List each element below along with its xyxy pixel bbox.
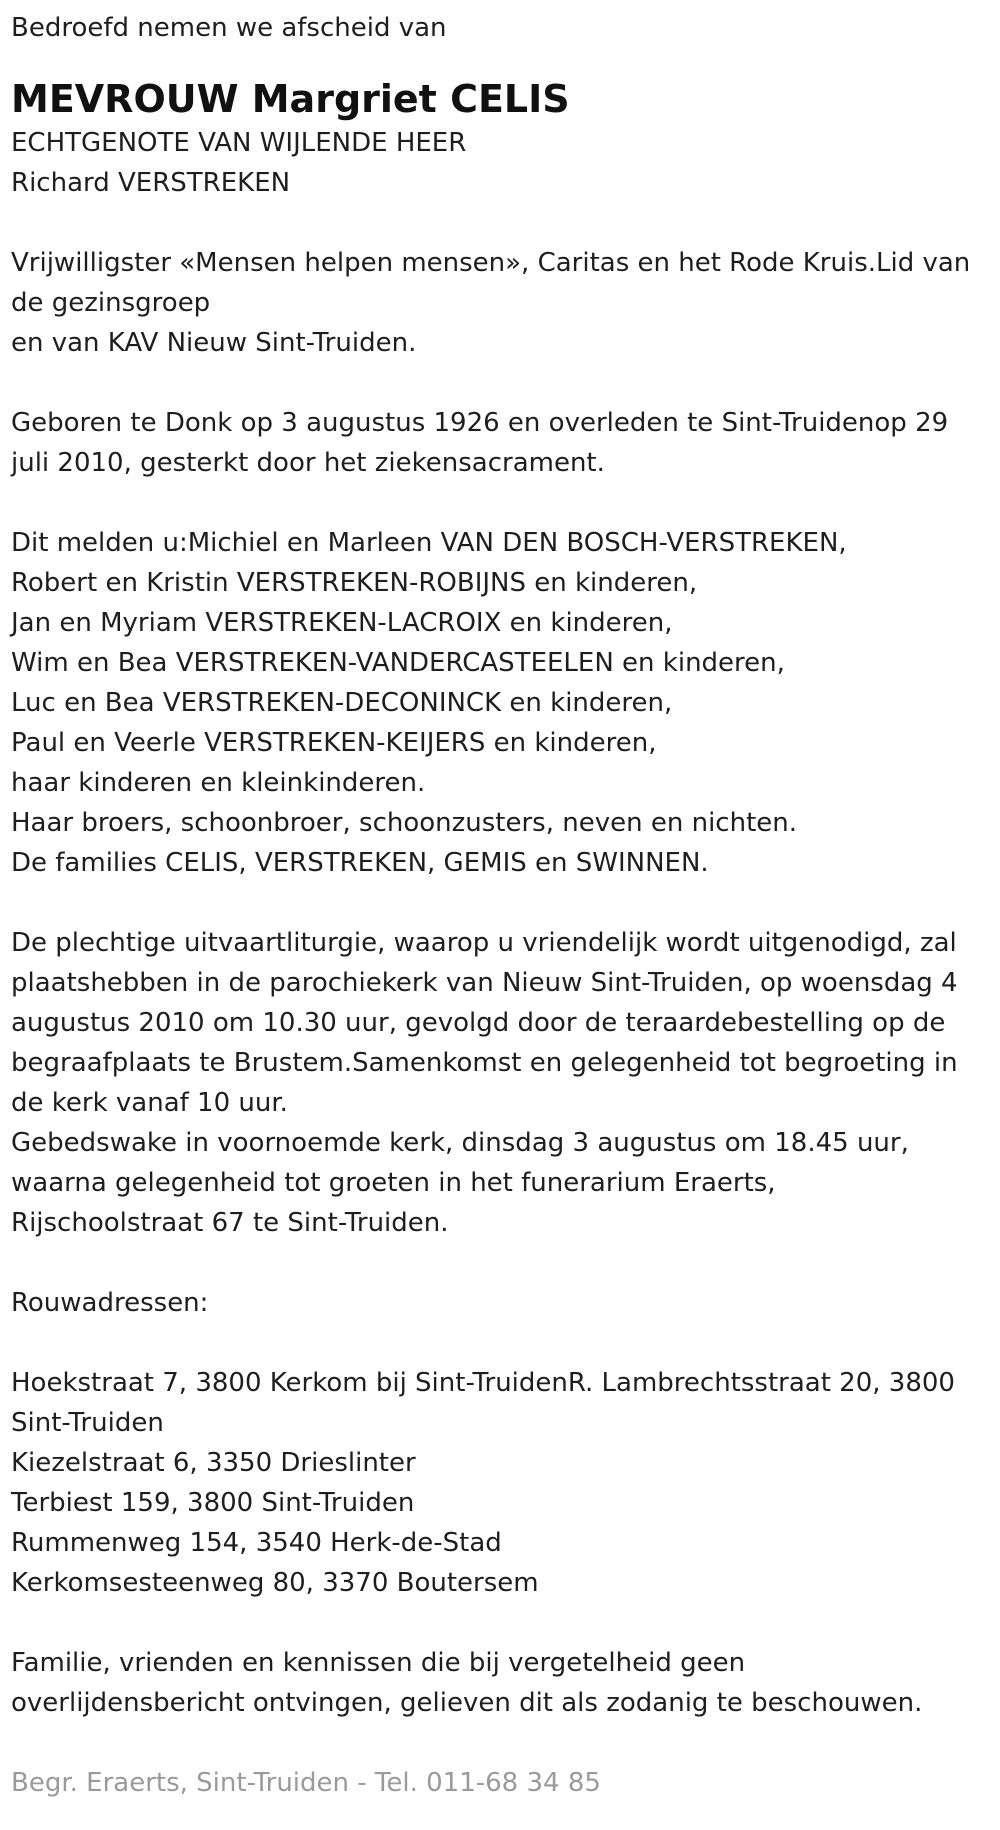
addresses-heading-block xyxy=(11,1283,1000,1323)
address-line: Terbiest 159, 3800 Sint-Truiden xyxy=(11,1488,415,1518)
funeral-block xyxy=(11,923,1000,1243)
address-line: Kiezelstraat 6, 3350 Drieslinter xyxy=(11,1448,416,1478)
family-line: Paul en Veerle VERSTREKEN-KEIJERS en kinderen, xyxy=(11,728,657,758)
spouse-block xyxy=(11,123,1000,203)
funeral-line: augustus 2010 om 10.30 uur, gevolgd door de teraardebestelling op de xyxy=(11,1008,946,1038)
closing-block xyxy=(11,1643,1000,1723)
birth-death-line: Geboren te Donk op 3 augustus 1926 en overleden te Sint-Truidenop 29 xyxy=(11,408,949,438)
funeral-line: plaatshebben in de parochiekerk van Nieuw Sint-Truiden, op woensdag 4 xyxy=(11,968,958,998)
family-line: Dit melden u:Michiel en Marleen VAN DEN BOSCH-VERSTREKEN, xyxy=(11,528,847,558)
birth-death-block xyxy=(11,403,1000,483)
address-line: Rummenweg 154, 3540 Herk-de-Stad xyxy=(11,1528,502,1558)
volunteer-line: de gezinsgroep xyxy=(11,288,211,318)
addresses-heading: Rouwadressen: xyxy=(11,1288,209,1318)
spouse-line-2: Richard VERSTREKEN xyxy=(11,168,291,198)
funeral-line: waarna gelegenheid tot groeten in het funerarium Eraerts, xyxy=(11,1168,776,1198)
family-block xyxy=(11,523,1000,883)
spouse-line-1: ECHTGENOTE VAN WIJLENDE HEER xyxy=(11,128,467,158)
address-line: Kerkomsesteenweg 80, 3370 Boutersem xyxy=(11,1568,539,1598)
funeral-home-footer: Begr. Eraerts, Sint-Truiden - Tel. 011-68 34 85 xyxy=(11,1768,601,1798)
address-line: Sint-Truiden xyxy=(11,1408,164,1438)
address-line: Hoekstraat 7, 3800 Kerkom bij Sint-TruidenR. Lambrechtsstraat 20, 3800 xyxy=(11,1368,955,1398)
funeral-line: de kerk vanaf 10 uur. xyxy=(11,1088,288,1118)
family-line: Haar broers, schoonbroer, schoonzusters, neven en nichten. xyxy=(11,808,798,838)
closing-line: overlijdensbericht ontvingen, gelieven dit als zodanig te beschouwen. xyxy=(11,1688,923,1718)
volunteer-line: en van KAV Nieuw Sint-Truiden. xyxy=(11,328,417,358)
birth-death-line: juli 2010, gesterkt door het ziekensacrament. xyxy=(11,448,605,478)
family-line: Wim en Bea VERSTREKEN-VANDERCASTEELEN en kinderen, xyxy=(11,648,785,678)
volunteer-block xyxy=(11,243,1000,363)
volunteer-line: Vrijwilligster «Mensen helpen mensen», Caritas en het Rode Kruis.Lid van xyxy=(11,248,971,278)
family-line: Luc en Bea VERSTREKEN-DECONINCK en kinderen, xyxy=(11,688,673,718)
funeral-line: Rijschoolstraat 67 te Sint-Truiden. xyxy=(11,1208,449,1238)
addresses-block xyxy=(11,1363,1000,1603)
funeral-line: Gebedswake in voornoemde kerk, dinsdag 3 augustus om 18.45 uur, xyxy=(11,1128,909,1158)
family-line: De families CELIS, VERSTREKEN, GEMIS en SWINNEN. xyxy=(11,848,709,878)
deceased-name: MEVROUW Margriet CELIS xyxy=(11,77,570,121)
funeral-line: De plechtige uitvaartliturgie, waarop u vriendelijk wordt uitgenodigd, zal xyxy=(11,928,957,958)
funeral-line: begraafplaats te Brustem.Samenkomst en gelegenheid tot begroeting in xyxy=(11,1048,958,1078)
intro-text: Bedroefd nemen we afscheid van xyxy=(11,13,447,43)
closing-line: Familie, vrienden en kennissen die bij vergetelheid geen xyxy=(11,1648,746,1678)
family-line: Jan en Myriam VERSTREKEN-LACROIX en kinderen, xyxy=(11,608,673,638)
family-line: Robert en Kristin VERSTREKEN-ROBIJNS en kinderen, xyxy=(11,568,698,598)
family-line: haar kinderen en kleinkinderen. xyxy=(11,768,426,798)
